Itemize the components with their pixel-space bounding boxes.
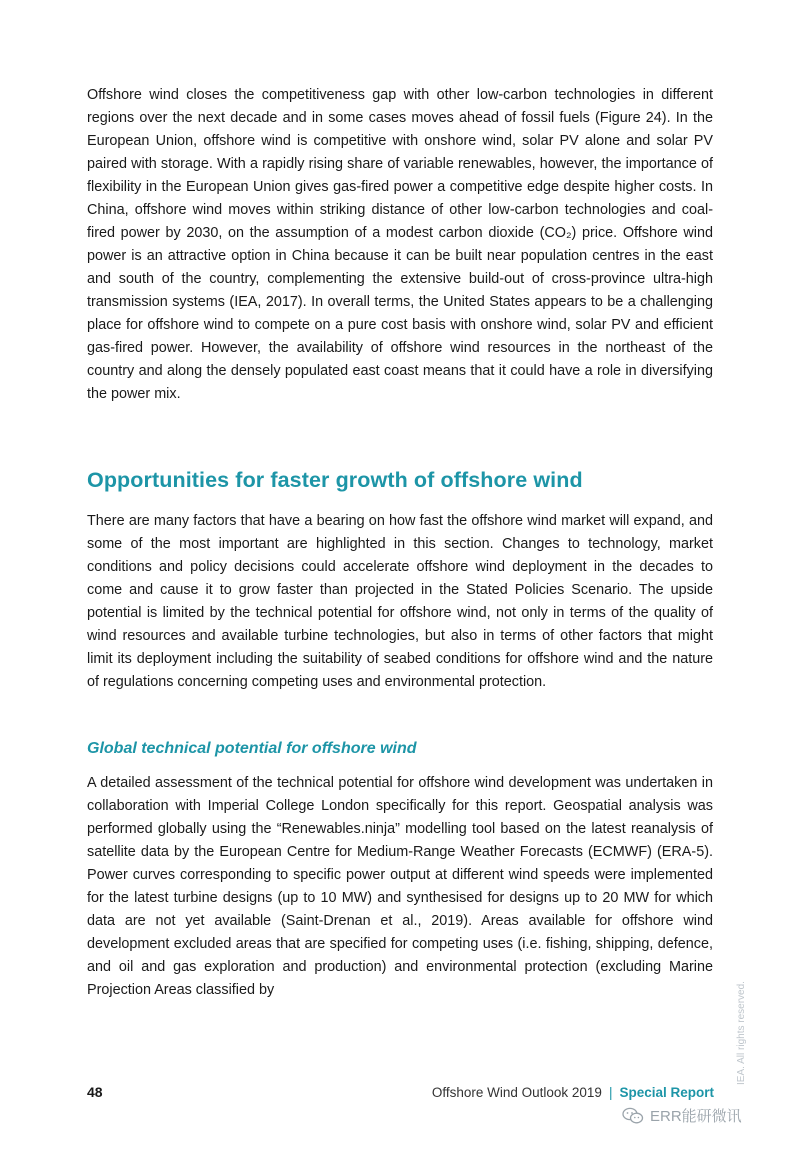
footer-separator: | bbox=[608, 1085, 613, 1100]
subsection-heading: Global technical potential for offshore wind bbox=[87, 740, 417, 757]
footer-doc-title: Offshore Wind Outlook 2019 bbox=[431, 1085, 602, 1100]
watermark bbox=[622, 1105, 742, 1126]
section-heading: Opportunities for faster growth of offshore wind bbox=[87, 468, 583, 492]
body-paragraph-2: There are many factors that have a bearing on how fast the offshore wind market will expand, and some of the most important are highlighted in this section. Changes to technology, market conditions and policy decisions could accelerate offshore wind deployment in the decades to come and cause it to grow faster than projected in the Stated Policies Scenario. The upside potential is limited by the technical potential for offshore wind, not only in terms of the quality of wind resources and available turbine technologies, but also in terms of other factors that might limit its deployment including the suitability of seabed conditions for offshore wind and the nature of regulations concerning competing uses and environmental protection. bbox=[87, 513, 713, 690]
footer-report-label: Special Report bbox=[619, 1085, 714, 1100]
body-paragraph-1: Offshore wind closes the competitiveness gap with other low-carbon technologies in different regions over the next decade and in some cases moves ahead of fossil fuels (Figure 24). In the European Union, offshore wind is competitive with onshore wind, solar PV alone and solar PV paired with storage. With a rapidly rising share of variable renewables, however, the importance of flexibility in the European Union gives gas-fired power a competitive edge despite higher costs. In China, offshore wind moves within striking distance of other low-carbon technologies and coal-fired power by 2030, on the assumption of a modest carbon dioxide (CO₂) price. Offshore wind power is an attractive option in China because it can be built near population centres in the east and south of the country, complementing the extensive build-out of cross-province ultra-high transmission systems (IEA, 2017). In overall terms, the United States appears to be a challenging place for offshore wind to compete on a pure cost basis with onshore wind, solar PV and efficient gas-fired power. However, the availability of offshore wind resources in the northeast of the country and along the densely populated east coast means that it could have a role in diversifying the power mix. bbox=[87, 87, 713, 402]
rights-notice: IEA. All rights reserved. bbox=[736, 981, 747, 1085]
body-paragraph-3: A detailed assessment of the technical potential for offshore wind development was undertaken in collaboration with Imperial College London specifically for this report. Geospatial analysis was performed globally using the “Renewables.ninja” modelling tool based on the latest reanalysis of satellite data by the European Centre for Medium-Range Weather Forecasts (ECMWF) (ERA-5). Power curves corresponding to specific power output at different wind speeds were implemented for the latest turbine designs (up to 10 MW) and synthesised for designs up to 20 MW for which data are not yet available (Saint-Drenan et al., 2019). Areas available for offshore wind development excluded areas that are specified for competing uses (i.e. fishing, shipping, defence, and oil and gas exploration and production) and environmental protection (excluding Marine Projection Areas classified by bbox=[87, 775, 713, 998]
footer-title bbox=[432, 1085, 714, 1100]
page-number: 48 bbox=[87, 1084, 103, 1100]
wechat-icon bbox=[622, 1107, 644, 1125]
watermark-text: ERR能研微讯 bbox=[650, 1108, 742, 1125]
